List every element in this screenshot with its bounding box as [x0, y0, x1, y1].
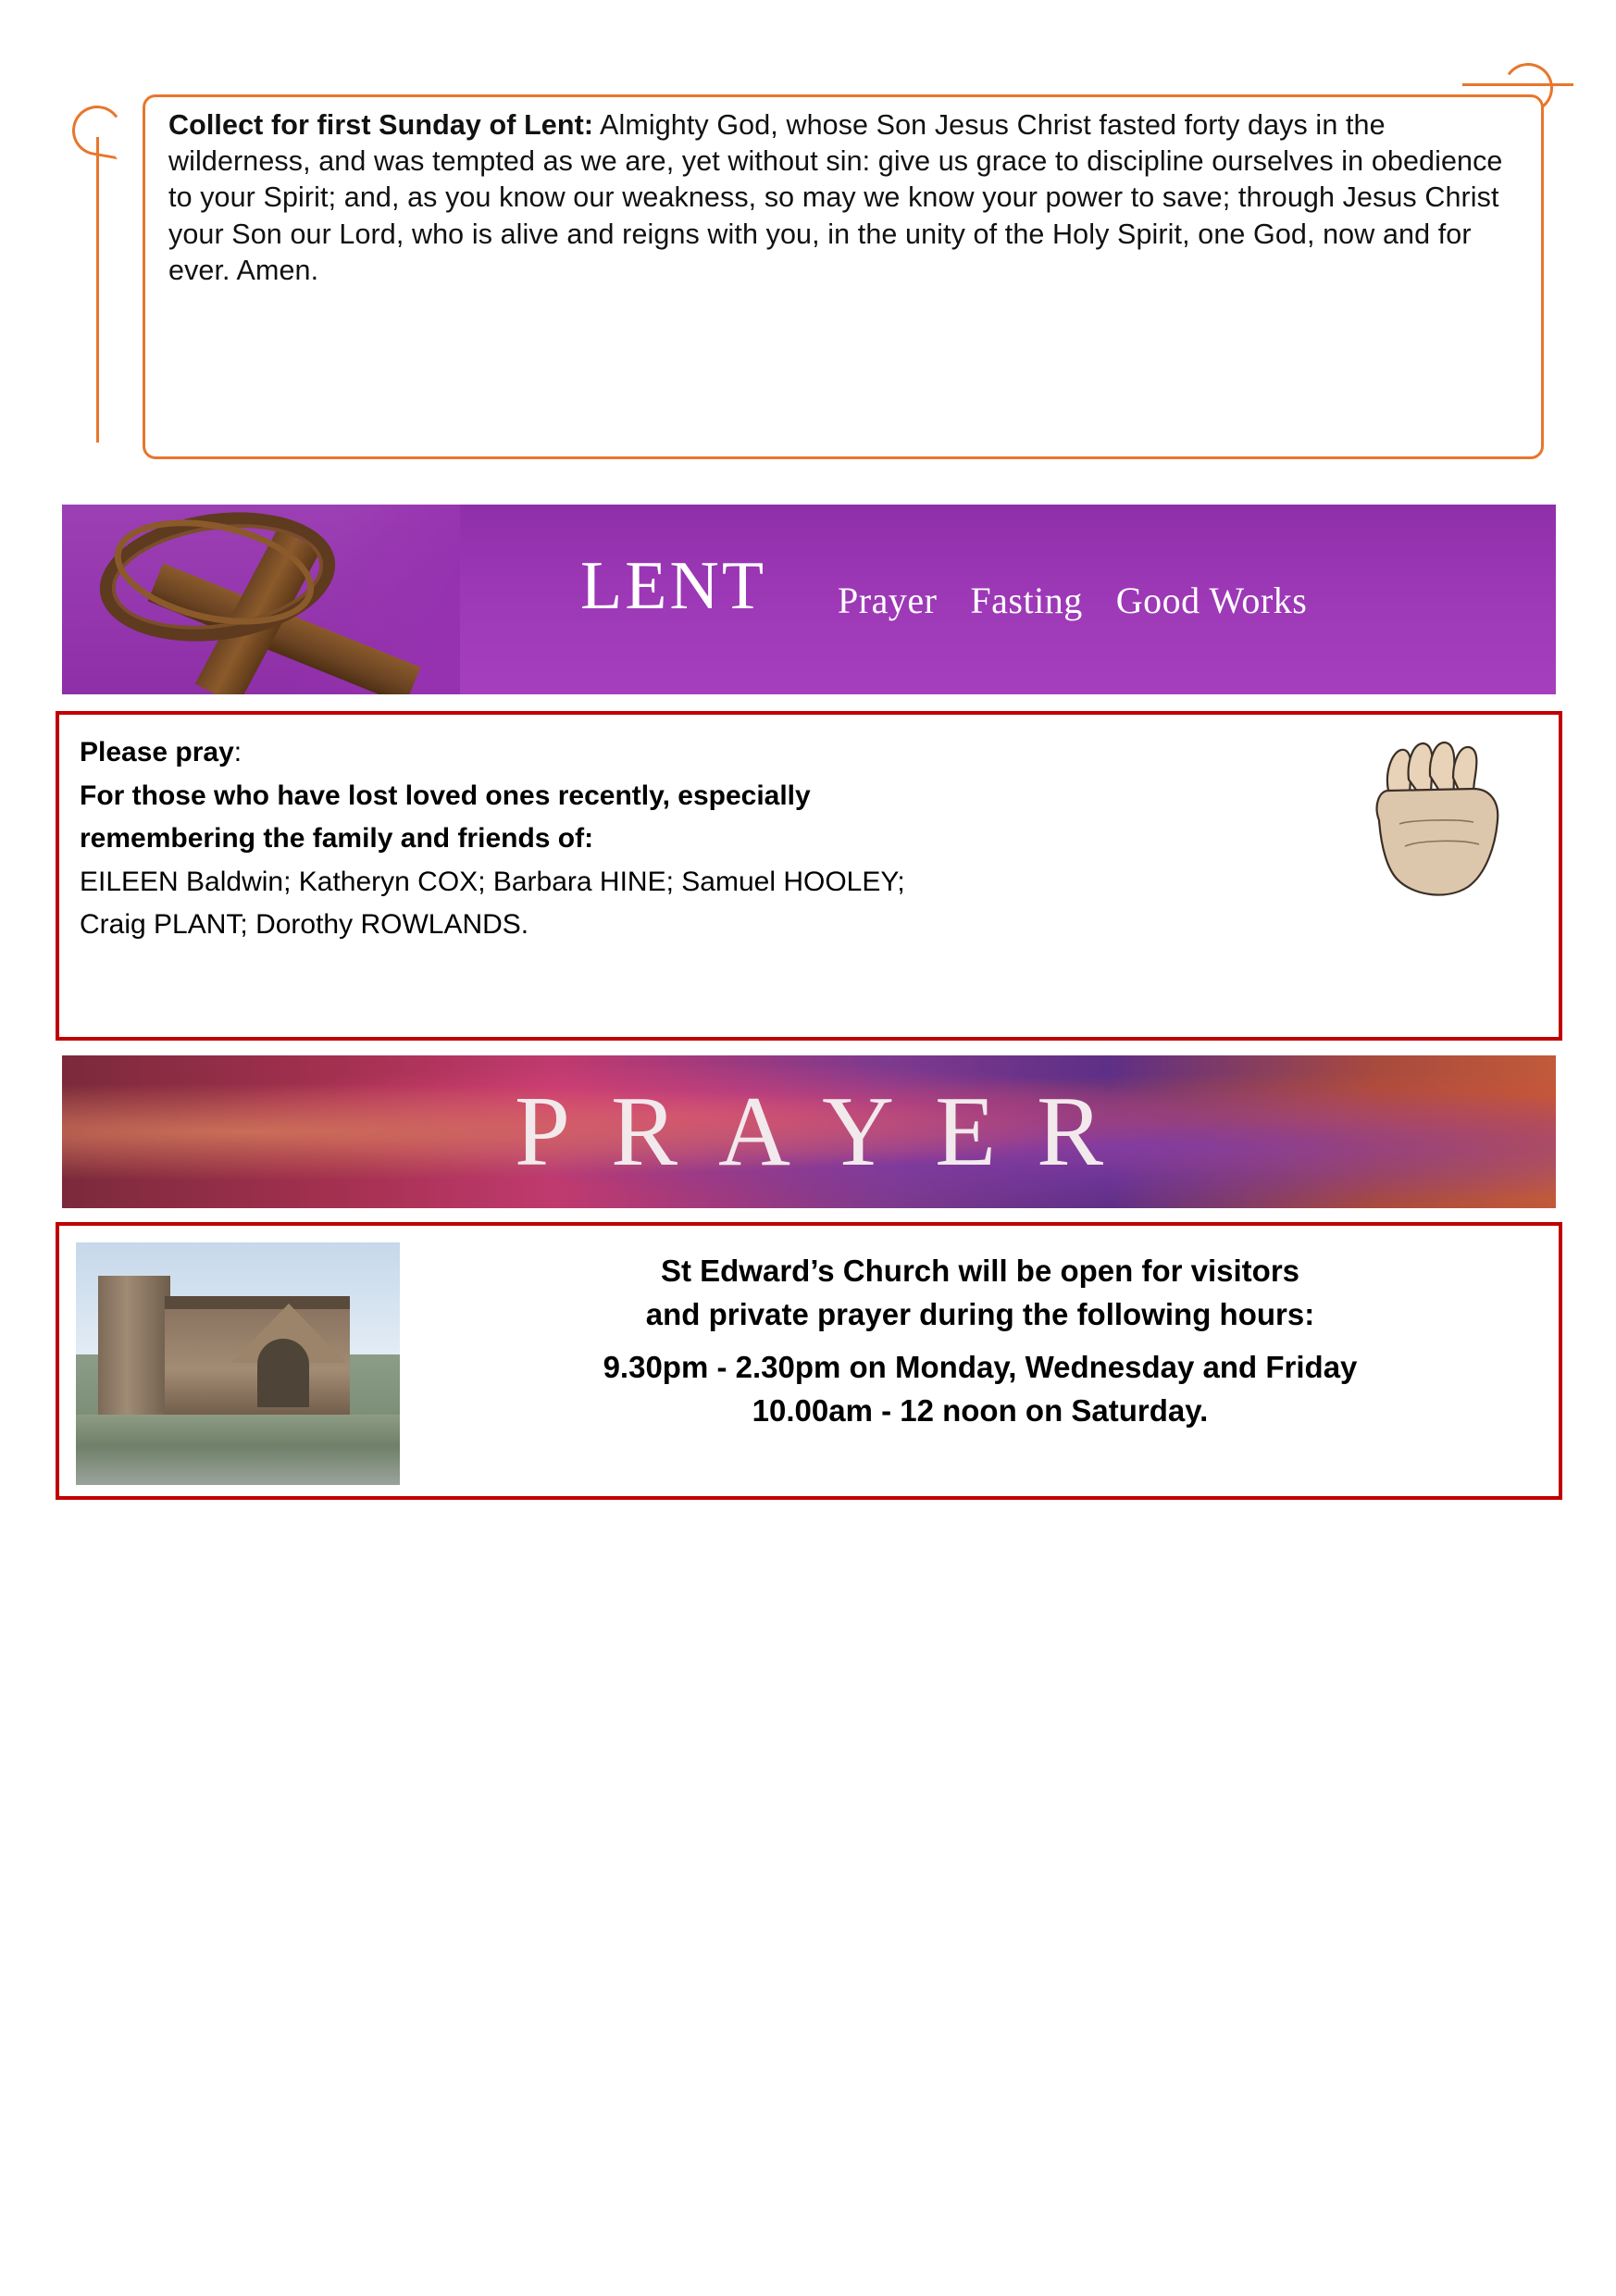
please-pray-line-1: For those who have lost loved ones recently, especially — [80, 780, 811, 811]
decorative-line-top — [1462, 83, 1573, 86]
opening-hours-line-2: and private prayer during the following hours: — [645, 1296, 1315, 1331]
collect-section — [65, 63, 1553, 480]
prayer-banner — [62, 1055, 1556, 1208]
collect-paragraph — [168, 107, 1520, 289]
photo-church-tower — [98, 1276, 170, 1415]
opening-hours-text — [420, 1250, 1540, 1432]
opening-hours-line-1: St Edward’s Church will be open for visitors — [660, 1254, 1300, 1288]
please-pray-text — [80, 731, 1320, 947]
please-pray-heading-row — [80, 731, 1320, 775]
opening-hours-times-line-1: 9.30pm - 2.30pm on Monday, Wednesday and Friday — [603, 1349, 1358, 1384]
lent-pillars — [838, 579, 1307, 622]
lent-title: LENT — [580, 548, 767, 624]
please-pray-heading: Please pray — [80, 737, 234, 767]
praying-hands-icon — [1351, 735, 1527, 906]
decorative-line-left — [96, 137, 99, 443]
lent-pillar-fasting: Fasting — [970, 580, 1083, 621]
lent-banner — [62, 505, 1556, 694]
collect-body: Almighty God, whose Son Jesus Christ fasted forty days in the wilderness, and was tempted as we are, yet without sin: give us grace to discipline ourselves in obedience to your Spirit; and, as you know our weakness, so may we know your power to save; through Jesus Christ your Son our Lord, who is alive and reigns with you, in the unity of the Holy Spirit, one God, now and for ever. Amen. — [168, 109, 1503, 286]
please-pray-names-line-2: Craig PLANT; Dorothy ROWLANDS. — [80, 909, 529, 940]
please-pray-box — [56, 711, 1562, 1041]
photo-church-window — [257, 1339, 309, 1407]
collect-heading: Collect for first Sunday of Lent: — [168, 109, 594, 141]
lent-pillar-prayer: Prayer — [838, 580, 938, 621]
crown-of-thorns-and-cross-photo — [62, 505, 460, 694]
please-pray-heading-colon: : — [233, 737, 242, 767]
please-pray-line-2: remembering the family and friends of: — [80, 823, 594, 854]
lent-pillar-good-works: Good Works — [1115, 580, 1308, 621]
opening-hours-box — [56, 1222, 1562, 1500]
prayer-banner-word: PRAYER — [514, 1076, 1145, 1187]
please-pray-names-line-1: EILEEN Baldwin; Katheryn COX; Barbara HINE; Samuel HOOLEY; — [80, 866, 905, 897]
st-edwards-church-photo — [76, 1242, 400, 1485]
opening-hours-times-line-2: 10.00am - 12 noon on Saturday. — [752, 1392, 1209, 1428]
photo-ground — [76, 1415, 400, 1485]
